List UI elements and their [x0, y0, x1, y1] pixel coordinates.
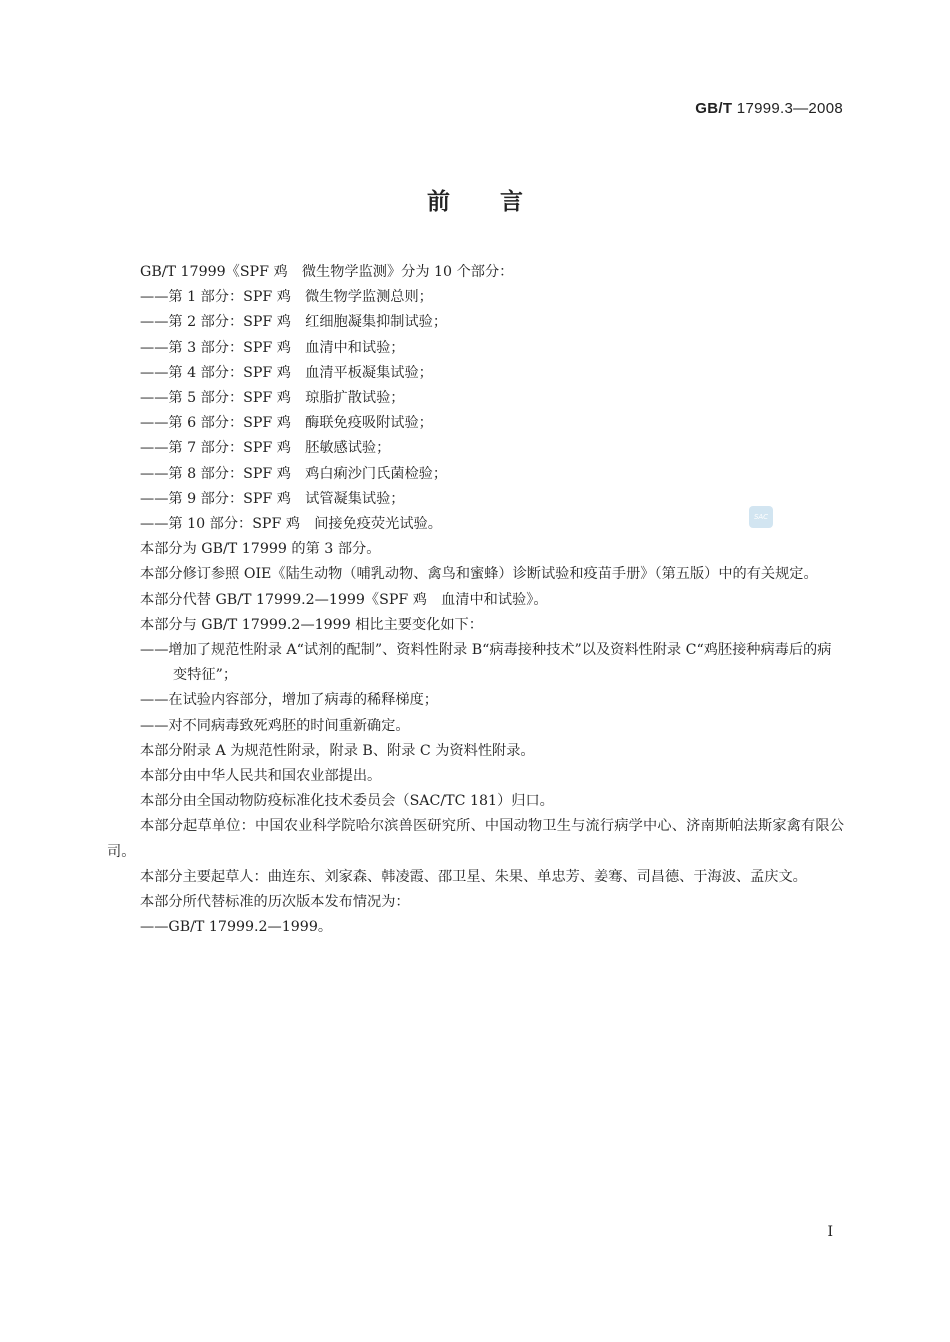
standard-number: 17999.3—2008	[732, 100, 843, 117]
paragraph: 本部分修订参照 OIE《陆生动物（哺乳动物、禽鸟和蜜蜂）诊断试验和疫苗手册》（第五版）中的有关规定。	[140, 566, 818, 583]
paragraph: ——第 6 部分：SPF 鸡 酶联免疫吸附试验；	[140, 415, 433, 432]
paragraph: 本部分由全国动物防疫标准化技术委员会（SAC/TC 181）归口。	[140, 793, 554, 810]
paragraph: 本部分起草单位：中国农业科学院哈尔滨兽医研究所、中国动物卫生与流行病学中心、济南斯帕法斯家禽有限公司。	[107, 818, 844, 860]
document-body	[107, 260, 844, 940]
paragraph: 本部分为 GB/T 17999 的第 3 部分。	[140, 541, 381, 558]
paragraph: ——第 7 部分：SPF 鸡 胚敏感试验；	[140, 440, 391, 457]
paragraph: GB/T 17999《SPF 鸡 微生物学监测》分为 10 个部分：	[140, 264, 514, 280]
paragraph: 本部分代替 GB/T 17999.2—1999《SPF 鸡 血清中和试验》。	[140, 591, 548, 608]
sac-watermark-logo	[749, 506, 773, 528]
watermark-text: SAC	[753, 513, 769, 521]
page-number: I	[827, 1224, 833, 1240]
standard-code	[695, 100, 843, 117]
page-title: 前言	[427, 189, 573, 215]
paragraph: ——第 10 部分：SPF 鸡 间接免疫荧光试验。	[140, 516, 442, 533]
paragraph: ——第 8 部分：SPF 鸡 鸡白痢沙门氏菌检验；	[140, 465, 448, 482]
paragraph: ——对不同病毒致死鸡胚的时间重新确定。	[140, 717, 410, 734]
paragraph: ——第 1 部分：SPF 鸡 微生物学监测总则；	[140, 289, 433, 306]
paragraph: ——第 5 部分：SPF 鸡 琼脂扩散试验；	[140, 390, 405, 407]
paragraph: 本部分所代替标准的历次版本发布情况为：	[140, 894, 410, 911]
paragraph: ——在试验内容部分，增加了病毒的稀释梯度；	[140, 692, 438, 709]
paragraph: ——GB/T 17999.2—1999。	[140, 919, 333, 936]
paragraph: 本部分附录 A 为规范性附录，附录 B、附录 C 为资料性附录。	[140, 742, 535, 759]
paragraph: 本部分主要起草人：曲连东、刘家森、韩凌霞、邵卫星、朱果、单忠芳、姜骞、司昌德、于海波、孟庆文。	[140, 868, 807, 885]
paragraph: ——第 4 部分：SPF 鸡 血清平板凝集试验；	[140, 364, 433, 381]
paragraph: ——第 9 部分：SPF 鸡 试管凝集试验；	[140, 490, 405, 507]
paragraph: ——增加了规范性附录 A“试剂的配制”、资料性附录 B“病毒接种技术”以及资料性附录 C“鸡胚接种病毒后的病变特征”；	[140, 642, 832, 684]
paragraph: 本部分由中华人民共和国农业部提出。	[140, 768, 382, 785]
paragraph: ——第 3 部分：SPF 鸡 血清中和试验；	[140, 339, 405, 356]
paragraph: ——第 2 部分：SPF 鸡 红细胞凝集抑制试验；	[140, 314, 448, 331]
standard-prefix: GB/T	[695, 100, 733, 117]
paragraph: 本部分与 GB/T 17999.2—1999 相比主要变化如下：	[140, 616, 483, 633]
